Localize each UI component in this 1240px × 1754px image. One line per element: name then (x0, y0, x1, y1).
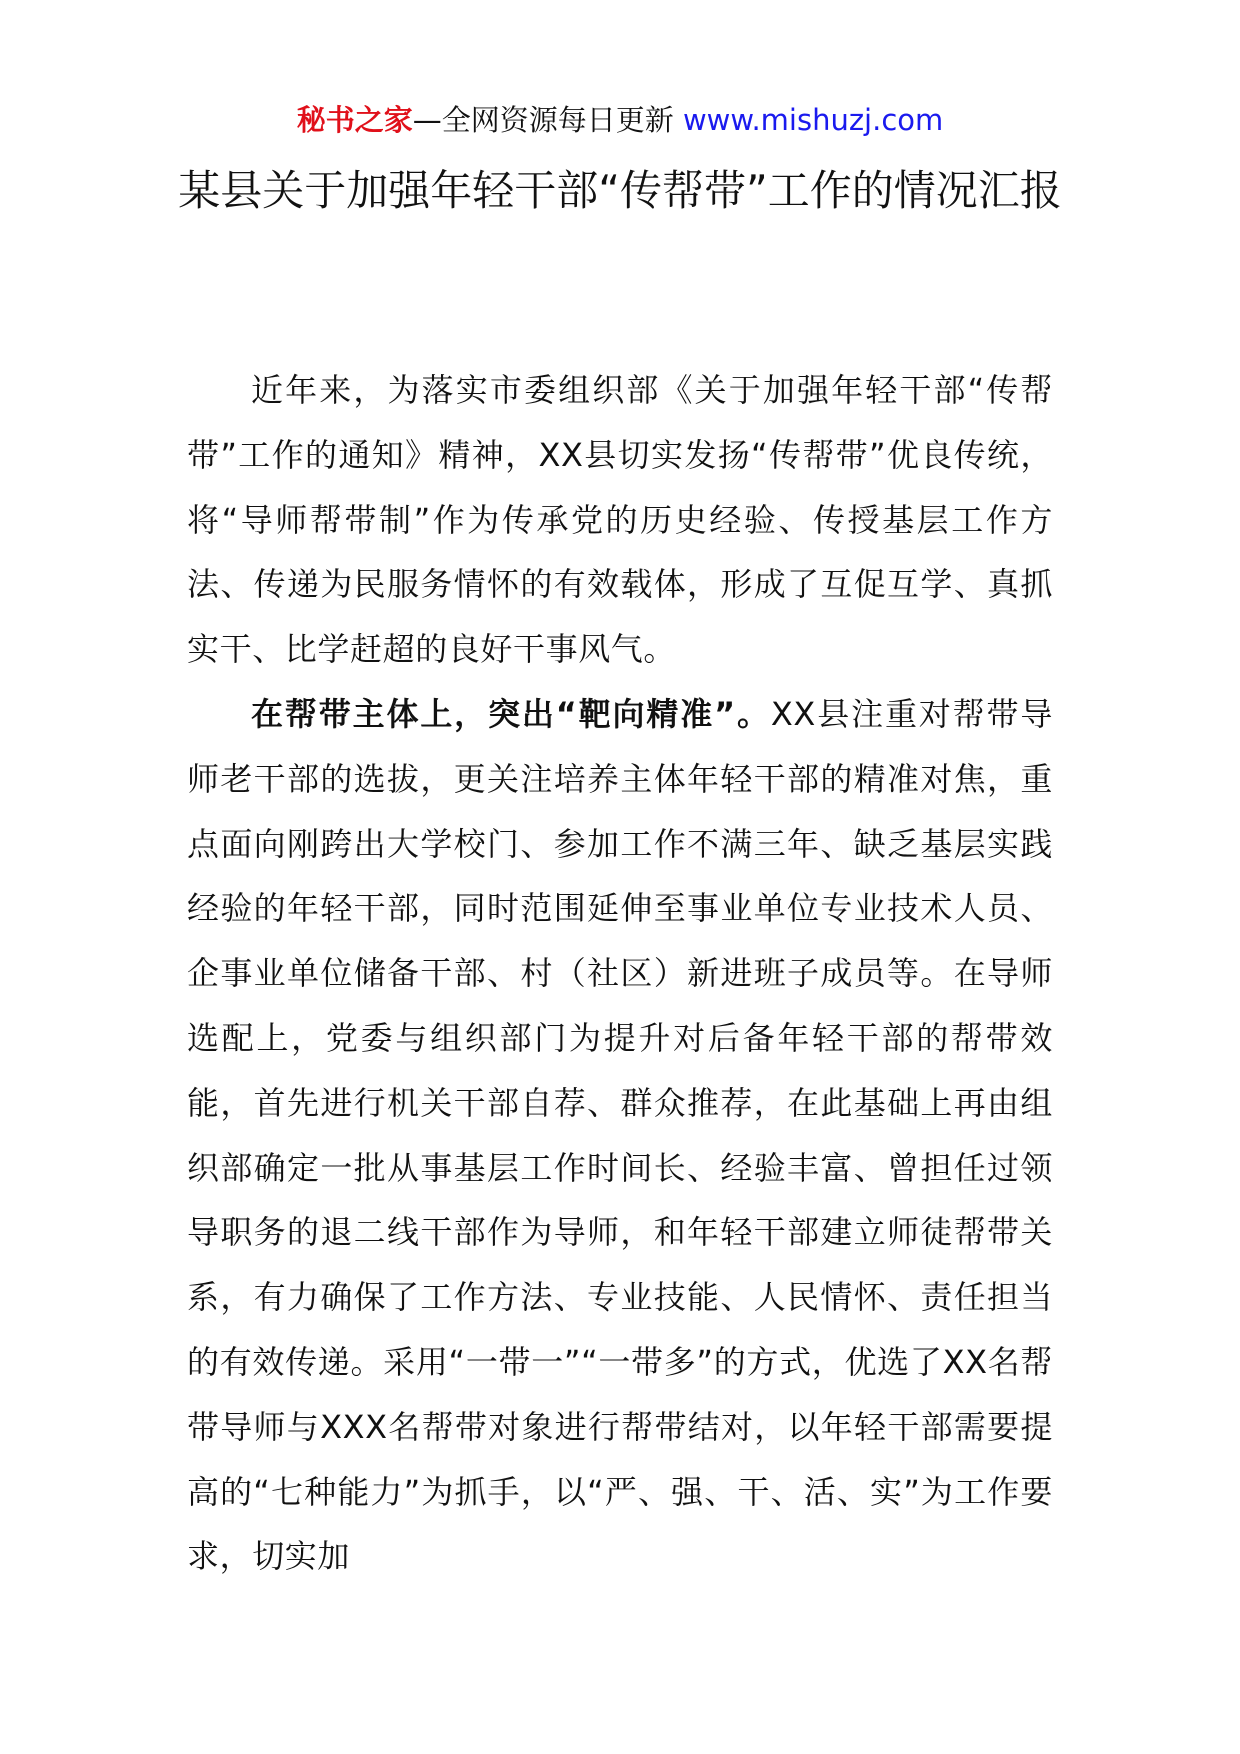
paragraph-text: XX县注重对帮带导师老干部的选拔，更关注培养主体年轻干部的精准对焦，重点面向刚跨出大学校门、参加工作不满三年、缺乏基层实践经验的年轻干部，同时范围延伸至事业单位专业技术人员、企事业单位储备干部、村（社区）新进班子成员等。在导师选配上，党委与组织部门为提升对后备年轻干部的帮带效能，首先进行机关干部自荐、群众推荐，在此基础上再由组织部确定一批从事基层工作时间长、经验丰富、曾担任过领导职务的退二线干部作为导师，和年轻干部建立师徒帮带关系，有力确保了工作方法、专业技能、人民情怀、责任担当的有效传递。采用“一带一”“一带多”的方式，优选了XX名帮带导师与XXX名帮带对象进行帮带结对，以年轻干部需要提高的“七种能力”为抓手，以“严、强、干、活、实”为工作要求，切实加 (187, 694, 1054, 1576)
paragraph-lead: 在帮带主体上，突出“靶向精准”。 (251, 694, 771, 733)
site-url-link[interactable]: www.mishuzj.com (682, 103, 944, 137)
document-body (187, 358, 1053, 1589)
brand-name: 秘书之家 (296, 103, 413, 137)
document-title: 某县关于加强年轻干部“传帮带”工作的情况汇报 (178, 166, 1062, 215)
paragraph-1 (187, 358, 1053, 682)
paragraph-2 (187, 682, 1053, 1589)
paragraph-text: 近年来，为落实市委组织部《关于加强年轻干部“传帮带”工作的通知》精神，XX县切实发扬“传帮带”优良传统，将“导师帮带制”作为传承党的历史经验、传授基层工作方法、传递为民服务情怀的有效载体，形成了互促互学、真抓实干、比学赶超的良好干事风气。 (187, 371, 1053, 669)
header-tagline: —全网资源每日更新 (412, 103, 674, 137)
header-banner (0, 100, 1240, 140)
